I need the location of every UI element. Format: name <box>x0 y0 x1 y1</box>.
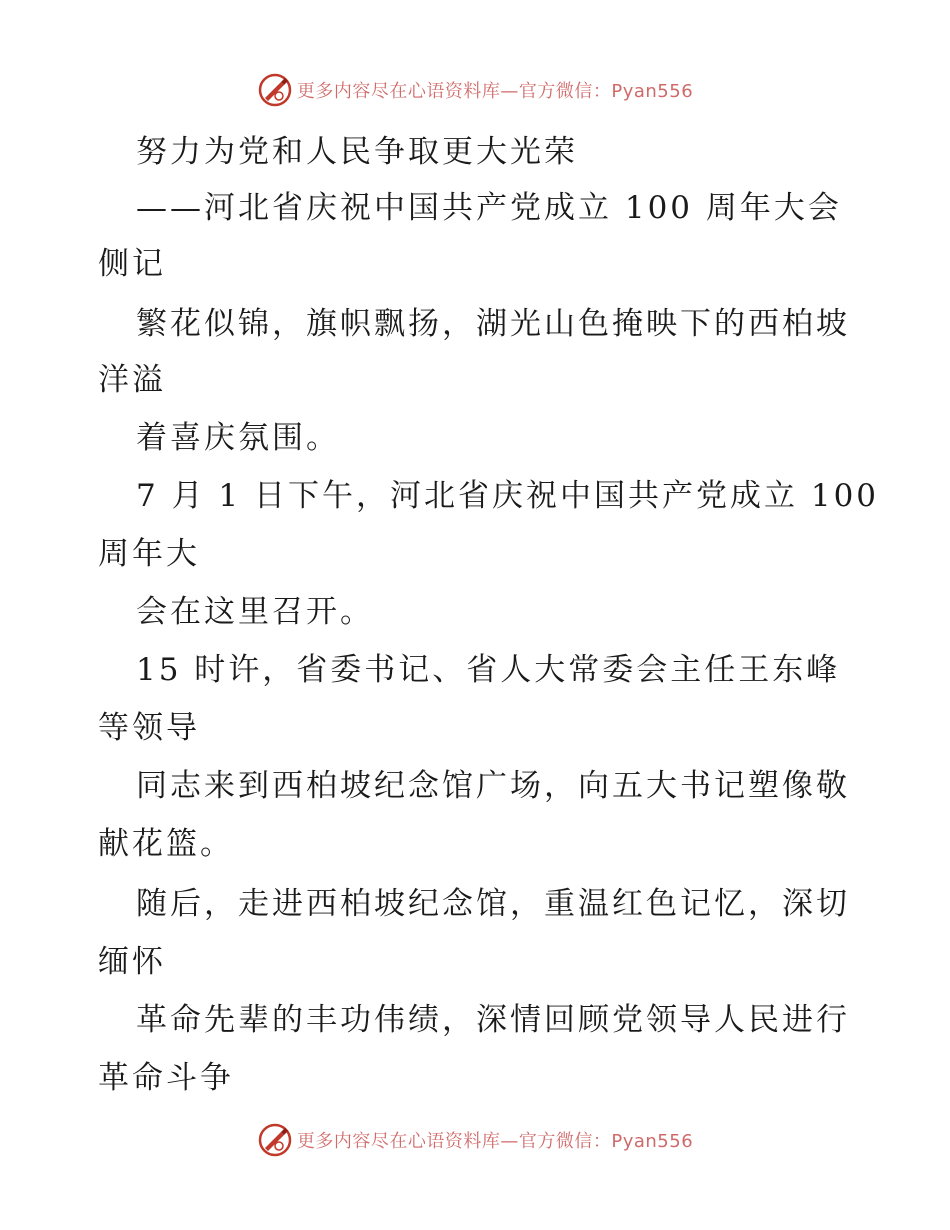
paragraph-line: 革命斗争 <box>98 1060 234 1096</box>
pen-logo-icon <box>257 72 293 108</box>
banner-contact-text: 官方微信：Pyan556 <box>518 81 694 102</box>
paragraph-line: 缅怀 <box>98 944 166 980</box>
paragraph-line: 洋溢 <box>98 362 166 398</box>
paragraph-line: 7 月 1 日下午，河北省庆祝中国共产党成立 100 <box>136 478 880 514</box>
footer-banner <box>0 1120 950 1160</box>
banner-contact-text: 官方微信：Pyan556 <box>518 1131 694 1152</box>
paragraph-line: 献花篮。 <box>98 826 234 862</box>
doc-subtitle-cont: 侧记 <box>98 246 166 282</box>
banner-brand-text: 更多内容尽在心语资料库— <box>296 1131 519 1152</box>
paragraph-line: 繁花似锦，旗帜飘扬，湖光山色掩映下的西柏坡 <box>136 306 850 342</box>
paragraph-line: 15 时许，省委书记、省人大常委会主任王东峰 <box>136 652 841 688</box>
paragraph-line: 同志来到西柏坡纪念馆广场，向五大书记塑像敬 <box>136 768 850 804</box>
paragraph-line: 随后，走进西柏坡纪念馆，重温红色记忆，深切 <box>136 886 850 922</box>
header-banner <box>0 70 950 110</box>
doc-subtitle: ——河北省庆祝中国共产党成立 100 周年大会 <box>136 190 842 226</box>
banner-brand-text: 更多内容尽在心语资料库— <box>296 81 519 102</box>
paragraph-line: 周年大 <box>98 536 200 572</box>
paragraph-line: 革命先辈的丰功伟绩，深情回顾党领导人民进行 <box>136 1002 850 1038</box>
pen-logo-icon <box>257 1122 293 1158</box>
paragraph-line: 等领导 <box>98 710 200 746</box>
paragraph-line: 着喜庆氛围。 <box>136 420 340 456</box>
paragraph-line: 会在这里召开。 <box>136 594 374 630</box>
doc-title: 努力为党和人民争取更大光荣 <box>136 134 578 170</box>
